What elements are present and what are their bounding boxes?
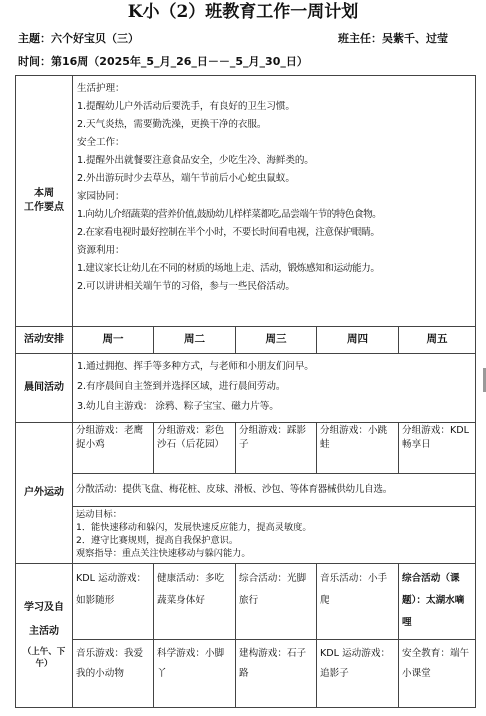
learning-row-1 bbox=[16, 564, 476, 640]
focus-line: 2.在家看电视时最好控制在半个小时，不要长时间看电视，注意保护眼睛。 bbox=[77, 227, 380, 239]
learning-mon-2 bbox=[73, 640, 154, 708]
teacher-label: 班主任：吴紫千、过莹 bbox=[338, 32, 448, 45]
outdoor-group-row bbox=[16, 423, 476, 474]
learning-activity: 科学游戏：小脚丫 bbox=[157, 648, 225, 679]
learning-activity: 综合活动：光脚旅行 bbox=[239, 573, 307, 606]
learning-activity: 音乐游戏：我爱我的小动物 bbox=[76, 648, 144, 679]
morning-line: 2.有序晨间自主签到并选择区域，进行晨间劳动。 bbox=[77, 381, 286, 393]
learning-activity: 安全教育：端午小课堂 bbox=[402, 648, 470, 679]
learning-activity: KDL 运动游戏：如影随形 bbox=[76, 573, 147, 606]
learning-activity: 健康活动：多吃蔬菜身体好 bbox=[157, 573, 225, 606]
group-game-mon: 分组游戏：老鹰捉小鸡 bbox=[73, 423, 154, 474]
morning-line: 1.通过拥抱、挥手等多种方式，与老师和小朋友们问早。 bbox=[77, 361, 314, 373]
learning-tue-1 bbox=[154, 564, 236, 640]
focus-content bbox=[73, 76, 476, 327]
learning-wed-1 bbox=[236, 564, 317, 640]
goal-line: 2．遵守比赛规则，提高自我保护意识。 bbox=[76, 535, 239, 546]
focus-line: 1.提醒外出就餐要注意食品安全，少吃生冷、海鲜类的。 bbox=[77, 155, 314, 167]
focus-line: 2.外出游玩时少去草丛，端午节前后小心蛇虫鼠蚁。 bbox=[77, 173, 295, 185]
day-wednesday: 周三 bbox=[236, 327, 317, 354]
focus-line: 2.天气炎热，需要勤洗澡，更换干净的衣服。 bbox=[77, 119, 267, 131]
day-tuesday: 周二 bbox=[154, 327, 236, 354]
day-friday: 周五 bbox=[399, 327, 476, 354]
learning-header-note: （上午、下午） bbox=[22, 646, 66, 669]
morning-line: 3.幼儿自主游戏： 涂鸦、粽子宝宝、磁力片等。 bbox=[77, 401, 279, 413]
morning-row bbox=[16, 354, 476, 423]
learning-activity: KDL 运动游戏：追影子 bbox=[320, 648, 391, 679]
focus-line: 家园协同： bbox=[77, 191, 125, 203]
goals-title: 运动目标： bbox=[76, 509, 122, 520]
learning-activity: 综合活动（课题）：太湖水嘀哩 bbox=[402, 573, 465, 628]
focus-line: 资源利用： bbox=[77, 245, 125, 257]
group-game-fri: 分组游戏：KDL畅享日 bbox=[399, 423, 476, 474]
learning-thu-1 bbox=[317, 564, 399, 640]
focus-line: 1.建议家长让幼儿在不同的材质的场地上走、活动，锻炼感知和运动能力。 bbox=[77, 263, 380, 275]
schedule-label: 活动安排 bbox=[16, 327, 73, 354]
group-game-thu: 分组游戏：小跳蛙 bbox=[317, 423, 399, 474]
learning-activity: 音乐活动：小手爬 bbox=[320, 573, 388, 606]
learning-fri-1 bbox=[399, 564, 476, 640]
dispersed-activity: 分散活动：提供飞盘、梅花桩、皮球、滑板、沙包、等体育器械供幼儿自选。 bbox=[73, 474, 476, 507]
time-label: 时间：第16周（2025年_5_月_26_日－－_5_月_30_日） bbox=[18, 55, 308, 68]
focus-line: 生活护理： bbox=[77, 83, 125, 95]
plan-table bbox=[15, 75, 476, 708]
outdoor-header: 户外运动 bbox=[16, 423, 73, 564]
focus-header bbox=[16, 76, 73, 327]
theme-row bbox=[18, 30, 468, 46]
focus-row bbox=[16, 76, 476, 327]
focus-header-line: 本周 bbox=[34, 187, 54, 199]
theme-label: 主题：六个好宝贝（三） bbox=[18, 32, 139, 45]
learning-activity: 建构游戏：石子路 bbox=[239, 648, 307, 679]
focus-line: 1.向幼儿介绍蔬菜的营养价值,鼓励幼儿样样菜都吃,品尝端午节的特色食物。 bbox=[77, 209, 382, 221]
learning-thu-2 bbox=[317, 640, 399, 708]
learning-mon-1 bbox=[73, 564, 154, 640]
learning-header bbox=[16, 564, 73, 708]
outdoor-dispersed-row bbox=[16, 474, 476, 507]
focus-line: 安全工作： bbox=[77, 137, 125, 149]
outdoor-goals-row bbox=[16, 507, 476, 564]
focus-header-line: 工作要点 bbox=[24, 202, 64, 213]
morning-content bbox=[73, 354, 476, 423]
learning-header-line: 学习及自 bbox=[24, 601, 64, 613]
learning-header-line: 主活动 bbox=[29, 626, 59, 638]
group-game-wed: 分组游戏：踩影子 bbox=[236, 423, 317, 474]
morning-header: 晨间活动 bbox=[16, 354, 73, 423]
focus-line: 1.提醒幼儿户外活动后要洗手，有良好的卫生习惯。 bbox=[77, 101, 295, 113]
focus-line: 2.可以讲讲相关端午节的习俗，参与一些民俗活动。 bbox=[77, 281, 295, 293]
day-monday: 周一 bbox=[73, 327, 154, 354]
goal-line: 1．能快速移动和躲闪，发展快速反应能力，提高灵敏度。 bbox=[76, 522, 312, 533]
learning-tue-2 bbox=[154, 640, 236, 708]
learning-row-2 bbox=[16, 640, 476, 708]
learning-wed-2 bbox=[236, 640, 317, 708]
page-title: K小（2）班教育工作一周计划 bbox=[127, 2, 359, 22]
schedule-header-row bbox=[16, 327, 476, 354]
learning-fri-2 bbox=[399, 640, 476, 708]
outdoor-goals bbox=[73, 507, 476, 564]
group-game-tue: 分组游戏：彩色沙石（后花园） bbox=[154, 423, 236, 474]
observe-guidance: 观察指导：重点关注快速移动与躲闪能力。 bbox=[76, 548, 251, 559]
day-thursday: 周四 bbox=[317, 327, 399, 354]
